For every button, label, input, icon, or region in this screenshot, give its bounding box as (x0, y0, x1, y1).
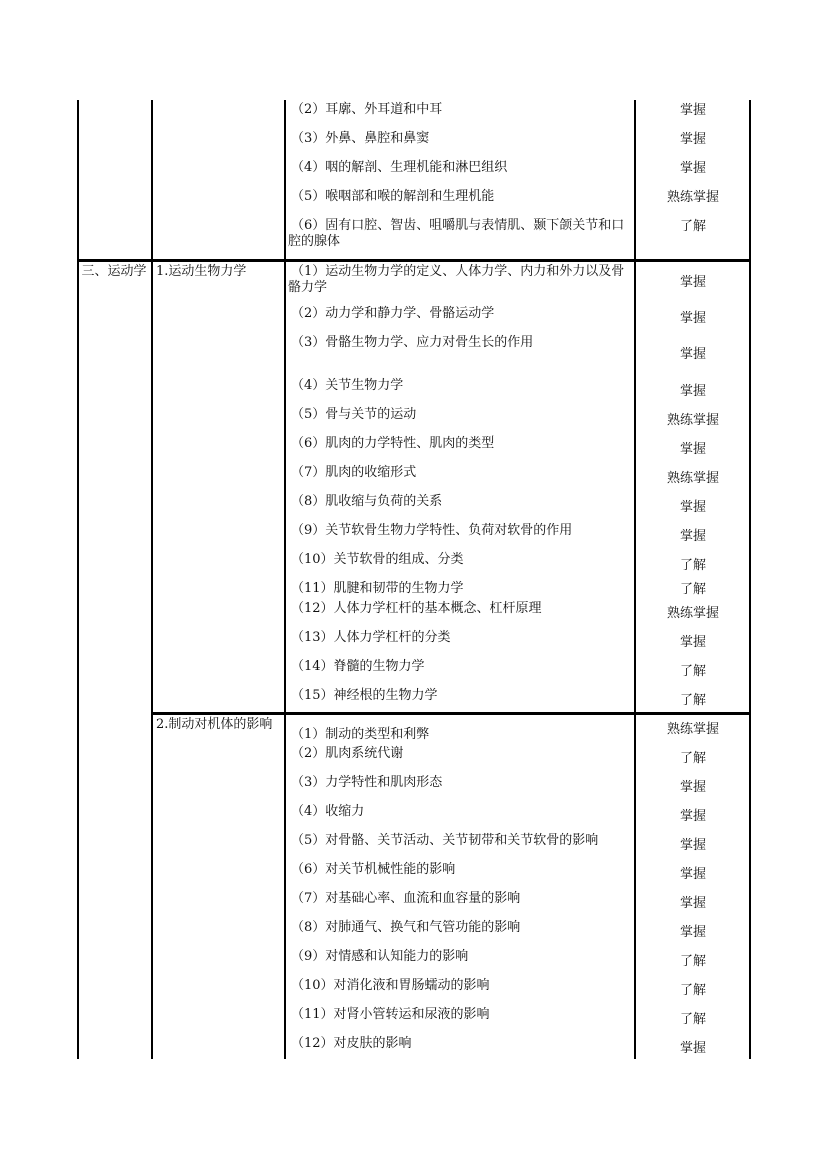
level-cell: 掌握 (679, 500, 706, 515)
content-cell: （12）对皮肤的影响 (291, 1036, 412, 1051)
level-cell: 了解 (679, 582, 706, 597)
content-cell: （4）咽的解剖、生理机能和淋巴组织 (291, 160, 508, 175)
content-cell: （4）关节生物力学 (291, 378, 404, 393)
level-cell: 了解 (679, 983, 706, 998)
content-cell: （15）神经根的生物力学 (291, 688, 438, 703)
content-cell: （9）对情感和认知能力的影响 (291, 949, 469, 964)
level-cell: 掌握 (679, 896, 706, 911)
subsection-title: 2.制动对机体的影响 (156, 717, 273, 732)
content-cell: （4）收缩力 (291, 804, 365, 819)
level-cell: 熟练掌握 (666, 722, 719, 737)
content-cell: （8）肌收缩与负荷的关系 (291, 494, 443, 509)
level-cell: 掌握 (679, 311, 706, 326)
content-cell: （5）骨与关节的运动 (291, 407, 417, 422)
level-cell: 掌握 (679, 925, 706, 940)
level-cell: 熟练掌握 (666, 190, 719, 205)
level-cell: 了解 (679, 751, 706, 766)
column-divider-2 (284, 100, 286, 1059)
level-cell: 熟练掌握 (666, 413, 719, 428)
level-cell: 掌握 (679, 1041, 706, 1056)
content-cell: （6）对关节机械性能的影响 (291, 862, 456, 877)
table-right-border (749, 100, 751, 1059)
content-cell: （1）运动生物力学的定义、人体力学、内力和外力以及骨骼力学 (288, 264, 625, 295)
level-cell: 掌握 (679, 780, 706, 795)
level-cell: 熟练掌握 (666, 471, 719, 486)
column-divider-1 (151, 100, 153, 1059)
content-cell: （1）制动的类型和利弊 (291, 727, 430, 742)
content-cell: （9）关节软骨生物力学特性、负荷对软骨的作用 (291, 523, 573, 538)
level-cell: 掌握 (679, 384, 706, 399)
level-cell: 掌握 (679, 529, 706, 544)
level-cell: 掌握 (679, 103, 706, 118)
content-cell: （7）对基础心率、血流和血容量的影响 (291, 891, 521, 906)
level-cell: 了解 (679, 219, 706, 234)
level-cell: 了解 (679, 954, 706, 969)
section-separator (77, 259, 751, 262)
level-cell: 熟练掌握 (666, 606, 719, 621)
content-cell: （2）动力学和静力学、骨骼运动学 (291, 306, 495, 321)
level-cell: 了解 (679, 664, 706, 679)
section-title: 三、运动学 (81, 264, 147, 279)
content-cell: （2）肌肉系统代谢 (291, 746, 404, 761)
level-cell: 掌握 (679, 275, 706, 290)
level-cell: 了解 (679, 693, 706, 708)
content-cell: （6）固有口腔、智齿、咀嚼肌与表情肌、颞下颌关节和口腔的腺体 (288, 218, 625, 249)
subsection-title: 1.运动生物力学 (156, 264, 247, 279)
content-cell: （11）肌腱和韧带的生物力学 (291, 581, 464, 596)
content-cell: （2）耳廓、外耳道和中耳 (291, 102, 443, 117)
content-cell: （13）人体力学杠杆的分类 (291, 630, 451, 645)
level-cell: 掌握 (679, 132, 706, 147)
content-cell: （7）肌肉的收缩形式 (291, 465, 417, 480)
column-divider-3 (634, 100, 636, 1059)
level-cell: 掌握 (679, 347, 706, 362)
content-cell: （10）关节软骨的组成、分类 (291, 552, 464, 567)
content-cell: （3）骨骼生物力学、应力对骨生长的作用 (291, 335, 534, 350)
level-cell: 了解 (679, 1012, 706, 1027)
level-cell: 掌握 (679, 161, 706, 176)
table-left-border (77, 100, 79, 1059)
content-cell: （6）肌肉的力学特性、肌肉的类型 (291, 436, 495, 451)
level-cell: 了解 (679, 558, 706, 573)
level-cell: 掌握 (679, 809, 706, 824)
content-cell: （8）对肺通气、换气和气管功能的影响 (291, 920, 521, 935)
content-cell: （14）脊髓的生物力学 (291, 659, 425, 674)
content-cell: （5）对骨骼、关节活动、关节韧带和关节软骨的影响 (291, 833, 599, 848)
content-cell: （3）力学特性和肌肉形态 (291, 775, 443, 790)
level-cell: 掌握 (679, 442, 706, 457)
content-cell: （10）对消化液和胃肠蠕动的影响 (291, 978, 490, 993)
level-cell: 掌握 (679, 635, 706, 650)
content-cell: （12）人体力学杠杆的基本概念、杠杆原理 (291, 601, 542, 616)
content-cell: （11）对肾小管转运和尿液的影响 (291, 1007, 490, 1022)
level-cell: 掌握 (679, 867, 706, 882)
content-cell: （3）外鼻、鼻腔和鼻窦 (291, 131, 430, 146)
level-cell: 掌握 (679, 838, 706, 853)
subsection-separator (151, 712, 751, 715)
content-cell: （5）喉咽部和喉的解剖和生理机能 (291, 189, 495, 204)
